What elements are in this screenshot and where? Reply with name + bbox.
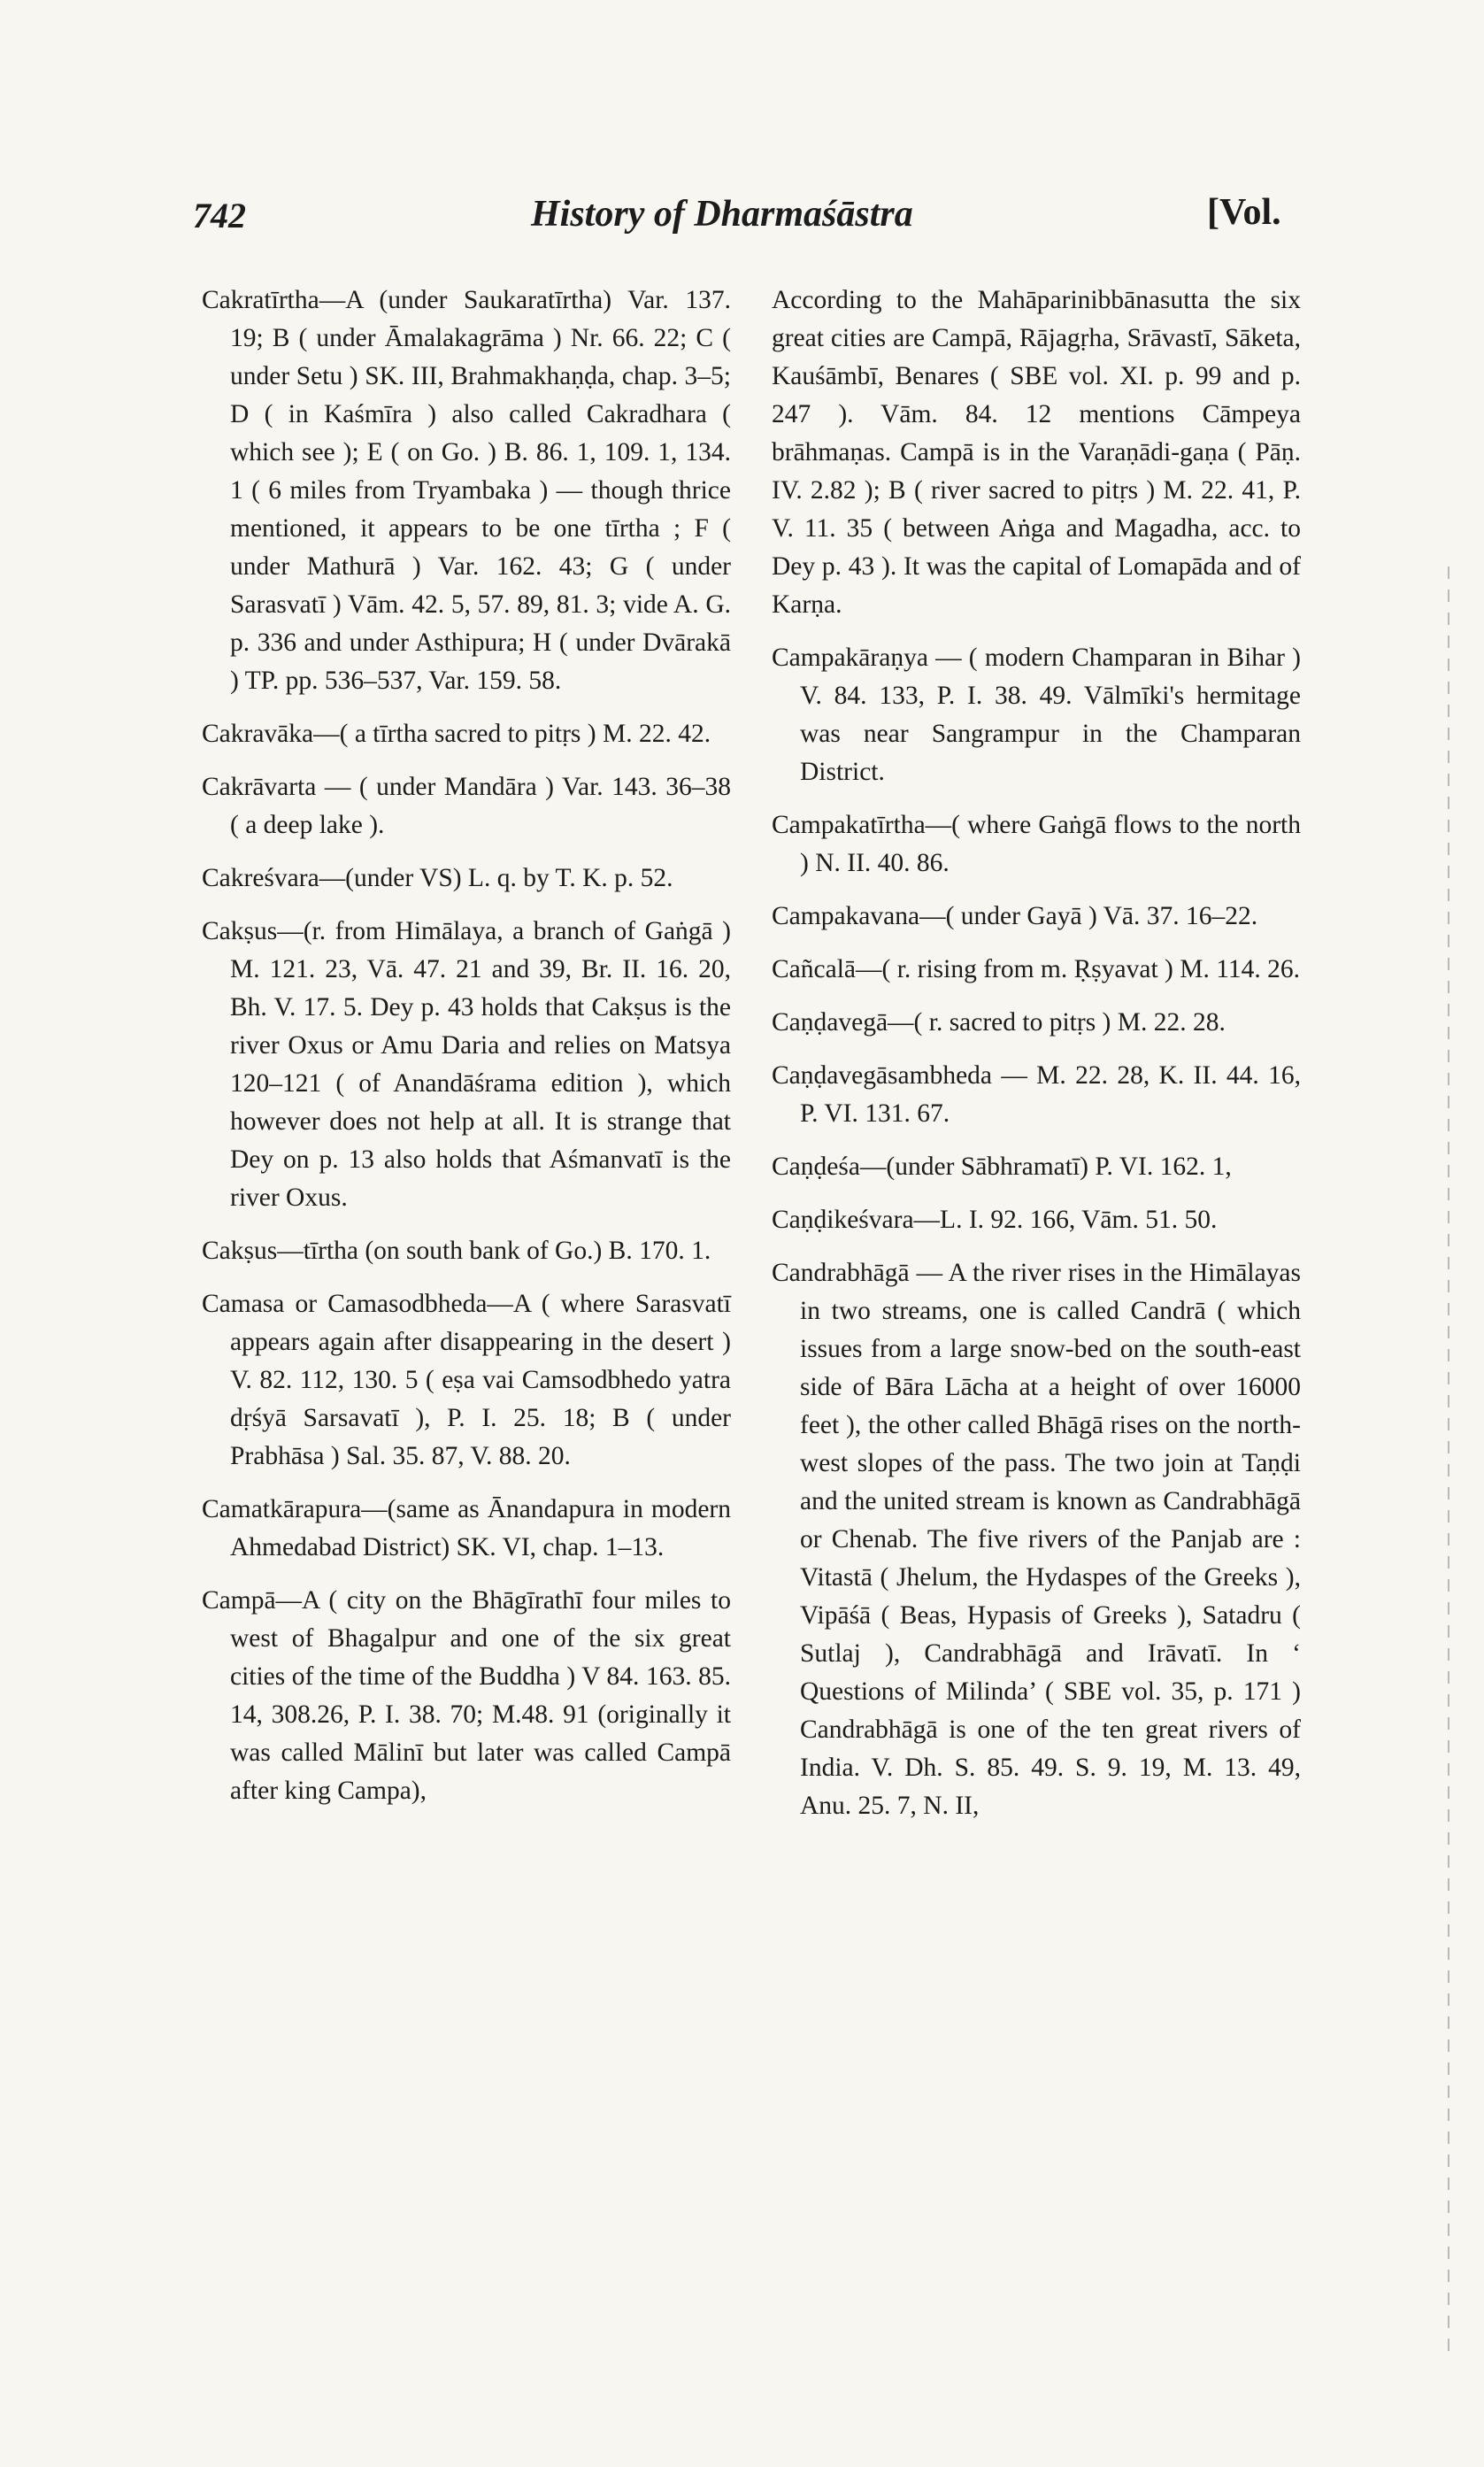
- entry-cakresvara: Cakreśvara—(under VS) L. q. by T. K. p. 52.: [202, 864, 673, 892]
- entry-campa: Campā—A ( city on the Bhāgīrathī four miles to west of Bhagalpur and one of the six great cities of the time of the Buddha ) V 84. 163. 85. 14, 308.26, P. I. 38. 70; M.48. 91 (originally it was called Mālinī but later was called Campā after king Campa),: [202, 1586, 731, 1805]
- entry-camasa: Camasa or Camasodbheda—A ( where Sarasvatī appears again after disappearing in the desert ) V. 82. 112, 130. 5 ( eṣa vai Camsodbhedo yatra dṛśyā Sarsavatī ), P. I. 25. 18; B ( under Prabhāsa ) Sal. 35. 87, V. 88. 20.: [202, 1290, 731, 1470]
- entry-candesa: Caṇḍeśa—(under Sābhramatī) P. VI. 162. 1,: [772, 1153, 1232, 1181]
- running-title: History of Dharmaśāstra: [531, 194, 913, 235]
- volume-label: [Vol.: [1207, 192, 1281, 233]
- left-column: [202, 281, 731, 1825]
- entry-cakratirtha: Cakratīrtha—A (under Saukaratīrtha) Var. 137. 19; B ( under Āmalakagrāma ) Nr. 66. 22; C ( under Setu ) SK. III, Brahmakhaṇḍa, chap. 3–5; D ( in Kaśmīra ) also called Cakradhara ( which see ); E ( on Go. ) B. 86. 1, 109. 1, 134. 1 ( 6 miles from Tryambaka ) — though thrice mentioned, it appears to be one tīrtha ; F ( under Mathurā ) Var. 162. 43; G ( under Sarasvatī ) Vām. 42. 5, 57. 89, 81. 3; vide A. G. p. 336 and under Asthipura; H ( under Dvārakā ) TP. pp. 536–537, Var. 159. 58.: [202, 286, 731, 695]
- entry-campakavana: Campakavana—( under Gayā ) Vā. 37. 16–22.: [772, 902, 1258, 930]
- entry-caksus-tirtha: Cakṣus—tīrtha (on south bank of Go.) B. 170. 1.: [202, 1237, 711, 1265]
- entry-candavegasambheda: Caṇḍavegāsambheda — M. 22. 28, K. II. 44. 16, P. VI. 131. 67.: [772, 1061, 1301, 1128]
- entry-candrabhaga: Candrabhāgā — A the river rises in the Himālayas in two streams, one is called Candrā ( which issues from a large snow-bed on the south-east side of Bāra Lācha at a height of over 16000 feet ), the other called Bhāgā rises on the north-west slopes of the pass. The two join at Taṇḍi and the united stream is known as Candrabhāgā or Chenab. The five rivers of the Panjab are : Vitastā ( Jhelum, the Hydaspes of the Greeks ), Vipāśā ( Beas, Hypasis of Greeks ), Satadru ( Sutlaj ), Candrabhāgā and Irāvatī. In ‘ Questions of Milinda’ ( SBE vol. 35, p. 171 ) Candrabhāgā is one of the ten great rivers of India. V. Dh. S. 85. 49. S. 9. 19, M. 13. 49, Anu. 25. 7, N. II,: [772, 1259, 1301, 1820]
- page-header: [0, 188, 1484, 250]
- entry-cakravarta: Cakrāvarta — ( under Mandāra ) Var. 143. 36–38 ( a deep lake ).: [202, 773, 731, 839]
- entry-cancala: Cañcalā—( r. rising from m. Ṛṣyavat ) M. 114. 26.: [772, 955, 1301, 983]
- entry-candavega: Caṇḍavegā—( r. sacred to pitṛs ) M. 22. 28.: [772, 1008, 1226, 1037]
- entry-campa-continued: According to the Mahāparinibbānasutta the six great cities are Campā, Rājagṛha, Srāvastī, Sāketa, Kauśāmbī, Benares ( SBE vol. XI. p. 99 and p. 247 ). Vām. 84. 12 mentions Cāmpeya brāhmaṇas. Campā is in the Varaṇādi-gaṇa ( Pāṇ. IV. 2.82 ); B ( river sacred to pitṛs ) M. 22. 41, P. V. 11. 35 ( between Aṅga and Magadha, acc. to Dey p. 43 ). It was the capital of Lomapāda and of Karṇa.: [772, 286, 1301, 619]
- scan-margin-line: [1448, 567, 1449, 2355]
- entry-campakaranya: Campakāraṇya — ( modern Champaran in Bihar ) V. 84. 133, P. I. 38. 49. Vālmīki's hermitage was near Sangrampur in the Champaran District.: [772, 644, 1301, 786]
- page-number: 742: [193, 196, 246, 235]
- right-column: [772, 281, 1301, 1840]
- entry-camatkarapura: Camatkārapura—(same as Ānandapura in modern Ahmedabad District) SK. VI, chap. 1–13.: [202, 1495, 731, 1561]
- entry-caksus: Cakṣus—(r. from Himālaya, a branch of Gaṅgā ) M. 121. 23, Vā. 47. 21 and 39, Br. II. 16. 20, Bh. V. 17. 5. Dey p. 43 holds that Cakṣus is the river Oxus or Amu Daria and relies on Matsya 120–121 ( of Anandāśrama edition ), which however does not help at all. It is strange that Dey on p. 13 also holds that Aśmanvatī is the river Oxus.: [202, 917, 731, 1212]
- entry-campakatirtha: Campakatīrtha—( where Gaṅgā flows to the north ) N. II. 40. 86.: [772, 811, 1301, 877]
- entry-cakravaka: Cakravāka—( a tīrtha sacred to pitṛs ) M. 22. 42.: [202, 720, 711, 748]
- entry-candikesvara: Caṇḍikeśvara—L. I. 92. 166, Vām. 51. 50.: [772, 1206, 1218, 1234]
